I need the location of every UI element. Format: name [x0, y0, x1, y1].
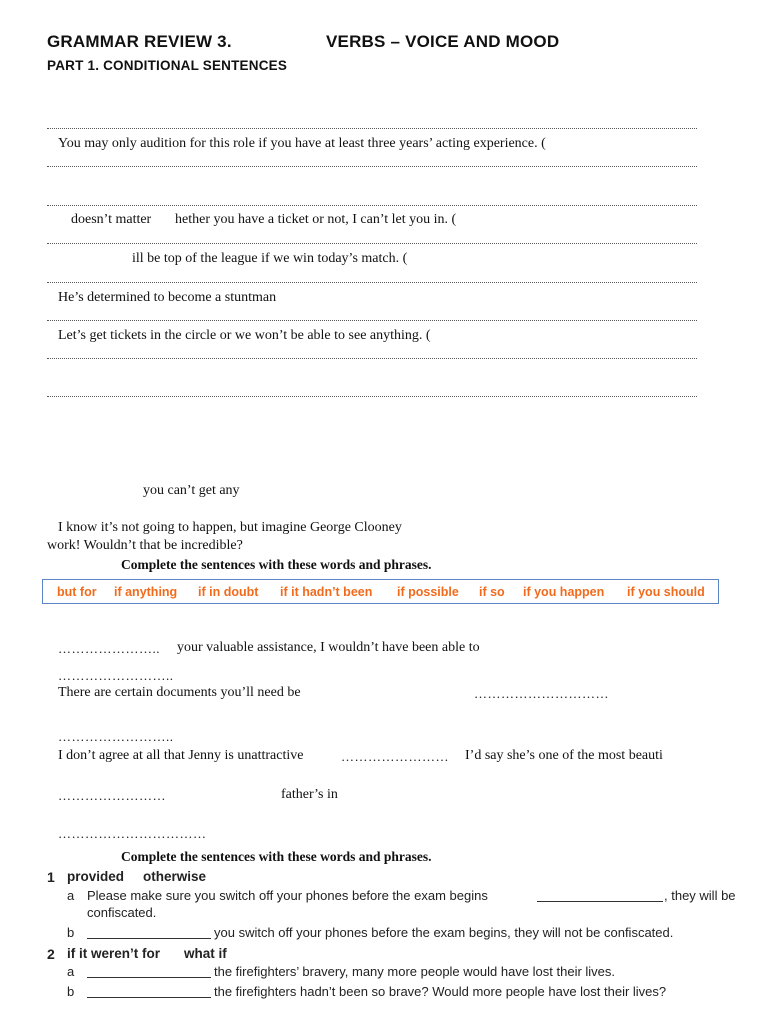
exercise-word: what if	[184, 946, 227, 961]
answer-blank	[537, 889, 663, 907]
word-option: if you happen	[523, 585, 605, 599]
sentence-1: You may only audition for this role if you have at least three years’ acting experience. (	[58, 136, 546, 151]
answer-line	[47, 205, 697, 206]
item-label: a	[67, 888, 75, 903]
page-title: GRAMMAR REVIEW 3.	[47, 32, 232, 51]
sentence-p2-3-end: I’d say she’s one of the most beauti	[465, 748, 663, 763]
answer-blank	[87, 926, 211, 944]
answer-blank	[87, 985, 211, 1003]
item-label: a	[67, 964, 75, 979]
instruction: Complete the sentences with these words and phrases.	[121, 557, 432, 572]
item-text: Please make sure you switch off your phones before the exam begins	[87, 888, 488, 903]
sentence-p2-3: I don’t agree at all that Jenny is unattractive	[58, 748, 304, 763]
word-box	[42, 579, 719, 604]
sentence-p2-4: father’s in	[281, 787, 338, 802]
sentence-5: Let’s get tickets in the circle or we won’t be able to see anything. (	[58, 328, 431, 343]
item-text: , they will be	[664, 888, 736, 903]
word-option: if anything	[114, 585, 178, 599]
answer-line	[47, 396, 697, 397]
item-text: the firefighters’ bravery, many more people would have lost their lives.	[214, 964, 616, 979]
answer-blank	[87, 965, 211, 983]
exercise-number: 2	[47, 946, 55, 962]
fragment-get-any: you can’t get any	[143, 483, 240, 498]
word-option: if it hadn’t been	[280, 585, 373, 599]
word-option: if you should	[627, 585, 705, 599]
answer-line	[47, 166, 697, 167]
answer-line	[47, 128, 697, 129]
answer-dots: ……………………..	[58, 668, 174, 683]
part-heading: PART 1. CONDITIONAL SENTENCES	[47, 58, 288, 73]
answer-dots: ……………………………	[58, 826, 207, 841]
sentence-p2-1: your valuable assistance, I wouldn’t have been able to	[177, 640, 480, 655]
sentence-2a: doesn’t matter	[71, 212, 152, 227]
sentence-2b: hether you have a ticket or not, I can’t let you in. (	[175, 212, 457, 227]
fragment-work: work! Wouldn’t that be incredible?	[47, 538, 243, 553]
exercise-word: if it weren’t for	[67, 946, 161, 961]
item-text: confiscated.	[87, 905, 157, 920]
item-text: you switch off your phones before the exam begins, they will not be confiscated.	[214, 925, 674, 940]
fragment-clooney: I know it’s not going to happen, but imagine George Clooney	[58, 520, 402, 535]
sentence-p2-2: There are certain documents you’ll need be	[58, 685, 301, 700]
word-option: if possible	[397, 585, 459, 599]
page-subtitle: VERBS – VOICE AND MOOD	[326, 32, 560, 51]
item-label: b	[67, 925, 75, 940]
sentence-4: He’s determined to become a stuntman	[58, 290, 277, 305]
exercise-word: otherwise	[143, 869, 207, 884]
item-text: the firefighters hadn’t been so brave? Would more people have lost their lives?	[214, 984, 667, 999]
answer-line	[47, 358, 697, 359]
word-option: if in doubt	[198, 585, 259, 599]
exercise-number: 1	[47, 869, 55, 885]
word-option: if so	[479, 585, 505, 599]
answer-dots: …………………………	[474, 686, 609, 701]
word-option: but for	[57, 585, 97, 599]
answer-line	[47, 320, 697, 321]
answer-dots: …………………..	[58, 641, 160, 656]
sentence-3: ill be top of the league if we win today’s match. (	[132, 251, 408, 266]
answer-dots: ……………………	[341, 749, 449, 764]
exercise-word: provided	[67, 869, 125, 884]
answer-line	[47, 243, 697, 244]
answer-line	[47, 282, 697, 283]
answer-dots: ……………………	[58, 788, 166, 803]
instruction-2: Complete the sentences with these words and phrases.	[121, 849, 432, 864]
item-label: b	[67, 984, 75, 999]
answer-dots: ……………………..	[58, 729, 174, 744]
